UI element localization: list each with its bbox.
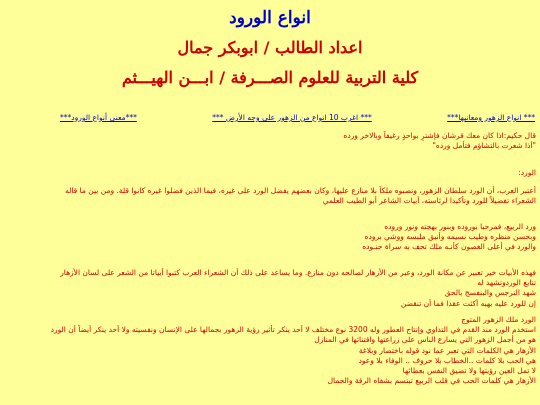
intro-quote xyxy=(8,131,536,151)
text-line: "أذا شعرت بالتشاؤم فتأمل ورده" xyxy=(432,141,536,151)
text-line: الورد ملك الزهور المتوج xyxy=(461,315,536,324)
text-line: الورد: xyxy=(518,168,536,177)
text-line: استخدم الورد منذ القدم في التداوي وإنتاج العطور وله 3200 نوع مختلف لا أحد ينكر تأثير رؤية الزهور بجمالها على الإنسان ونفسيته ولا أحد ينكر أيضاً أن الورد xyxy=(50,325,536,335)
nav-link-rose-types-meaning[interactable]: ***معنى أنواع الورود*** xyxy=(60,113,137,122)
text-line: أعتبر العرب، أن الورد سلطان الزهور، ونصبوه ملكاً بلا منازع عليها، وكان بعضهم يفضل الورد على غيره، فيما الذين فضلوا غيره كانوا قلة. ومن بين ما قاله xyxy=(65,186,536,195)
text-line: إن للورد عليه بهبه أكثت عقدا فما أن تنقضن xyxy=(400,298,536,308)
paragraph xyxy=(8,268,536,309)
poem xyxy=(8,222,536,253)
text-line: تنابع الوردوتشهد له xyxy=(477,278,536,288)
page-title: انواع الورود xyxy=(229,8,311,28)
text-line: قال حكيم:اذا كان معك قرشان فإشترِ بواحدٍ رغيفاً وبالاخر ورده xyxy=(343,131,536,140)
section-heading xyxy=(8,168,536,178)
text-line: لا تمل العين رؤيتها ولا تضيق النفس بعطائها xyxy=(402,366,536,376)
nav-link-strangest-flowers[interactable]: *** اغرب 10 انواع من الزهور على وجه الأرض *** xyxy=(212,113,372,122)
text-line: فهذه الأبيات خير تعبير عن مكانة الورد، وعبر من الأزهار لصالحه دون منازع. وما يساعد على ذلك أن الشعراء العرب كتبوا أبياتا من الشعر على لسان الأزهار xyxy=(60,268,536,277)
author-line: اعداد الطالب / ابوبكر جمال xyxy=(177,38,363,57)
paragraph xyxy=(8,186,536,206)
nav-link-flower-types-meanings[interactable]: *** انواع الزهور ومعانيها*** xyxy=(447,113,535,122)
paragraph xyxy=(8,315,536,386)
text-line: والورد في أعلى الغصون كأنـه ملك تحف به سراة جنـوده xyxy=(362,242,536,252)
text-line: شهد النرجس والبنفسج بالحق xyxy=(444,288,536,298)
text-line: ورد الربيع، فمرحبا بوروده وبنور بهجته ونور وروده xyxy=(384,222,536,231)
text-line: الأزهار هي الكلمات التي تعبر عما نود قوله باختصار وبلاغة xyxy=(358,345,536,355)
text-line: هو من أجمل الزهور التي يسارع الناس على زراعتها واقتنائها في المنازل xyxy=(314,335,536,345)
text-line: الأزهار هي كلمات الحب في قلب الربيع تبتسم بشفاه الرقة والجمال xyxy=(327,376,536,386)
text-line: وبحسن منظره وطيب نسيمه وأنيق ملبسه ووشي بروده xyxy=(364,232,536,242)
college-line: كلية التربية للعلوم الصـــرفة / ابـــن الهيـــثم xyxy=(121,68,419,87)
text-line: الشعراء تفضيلاً للورد وتأكيدا لرئاسته، أبيات الشاعر أبو الطيب العلمي xyxy=(322,196,536,206)
text-line: هي الحب بلا كلمات ..الخطاب بلا حروف .. الوفاء بلا وعود xyxy=(358,355,536,365)
nav-links xyxy=(60,113,535,122)
